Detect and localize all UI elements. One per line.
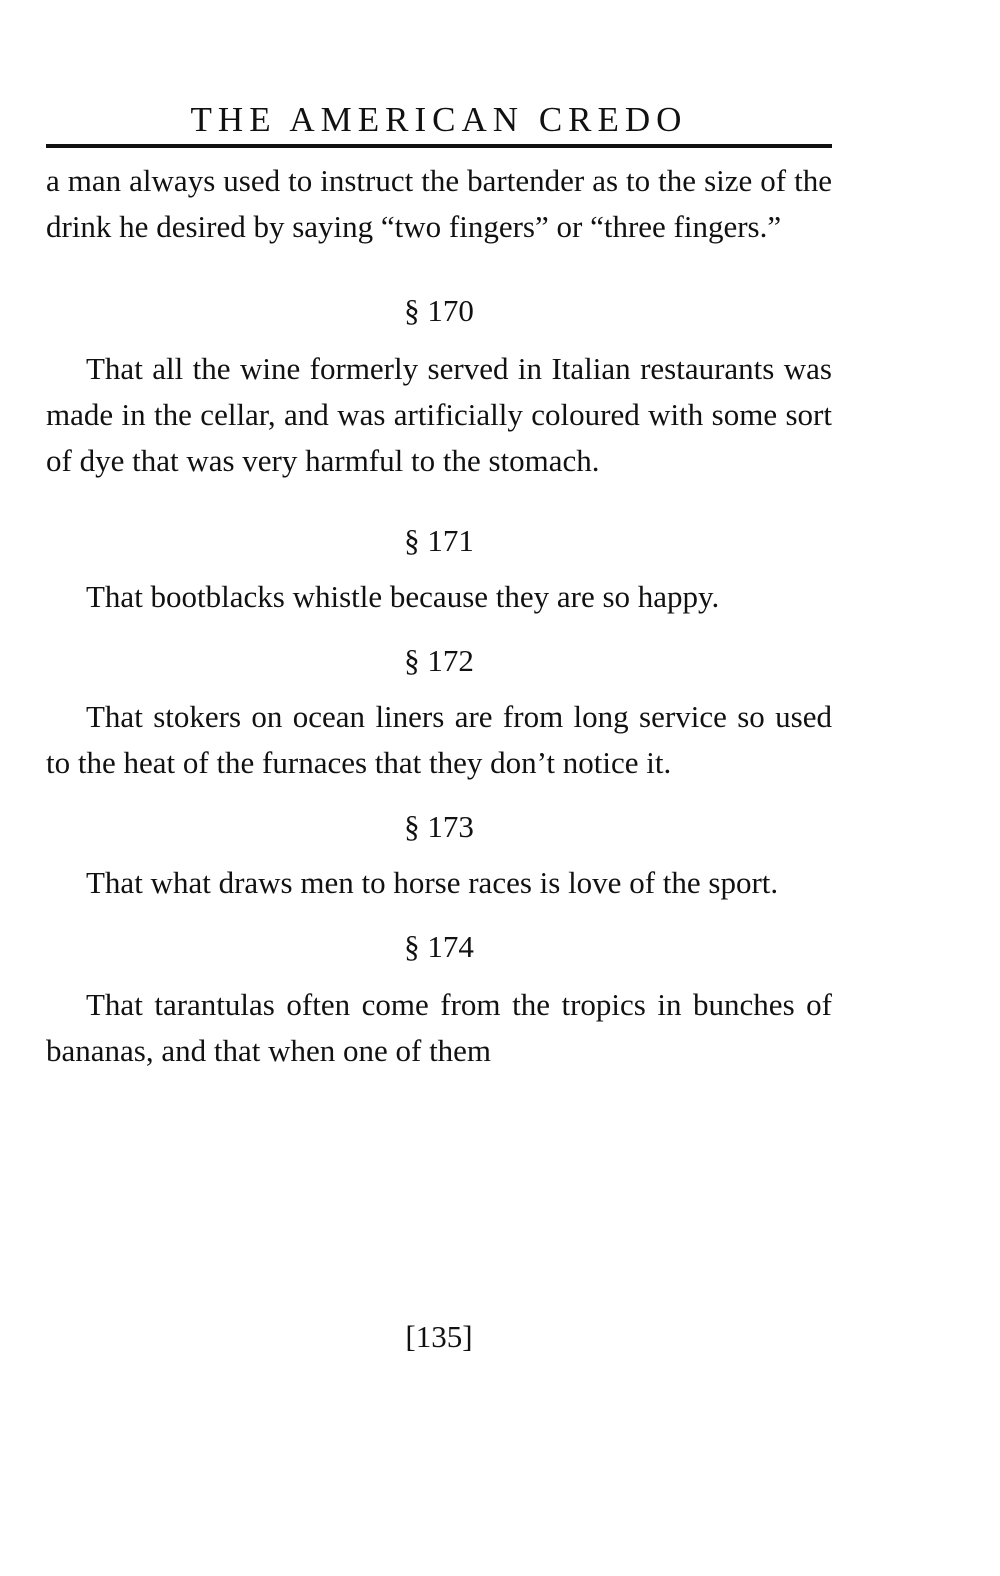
section-paragraph-171: That bootblacks whistle because they are so happy.: [86, 579, 720, 614]
section-mark-170: § 170: [404, 293, 474, 328]
section-mark-172: § 172: [404, 643, 474, 678]
book-page: [46, 0, 832, 1576]
section-mark-174: § 174: [404, 929, 474, 964]
header-rule: [46, 144, 832, 148]
section-paragraph-173: That what draws men to horse races is love of the sport.: [86, 865, 779, 900]
page-body: [46, 158, 832, 1074]
section-paragraph-172: That stokers on ocean liners are from long service so used to the heat of the furnaces that they don’t notice it.: [46, 699, 832, 780]
continuation-paragraph: a man always used to instruct the bartender as to the size of the drink he desired by saying “two fingers” or “three fingers.”: [46, 163, 832, 244]
page-number: [135]: [405, 1319, 473, 1354]
section-paragraph-170: That all the wine formerly served in Italian restaurants was made in the cellar, and was artificially coloured with some sort of dye that was very harmful to the stomach.: [46, 351, 832, 478]
section-mark-173: § 173: [404, 809, 474, 844]
running-head: THE AMERICAN CREDO: [190, 100, 688, 139]
section-mark-171: § 171: [404, 523, 474, 558]
section-paragraph-174: That tarantulas often come from the tropics in bunches of bananas, and that when one of them: [46, 987, 832, 1068]
